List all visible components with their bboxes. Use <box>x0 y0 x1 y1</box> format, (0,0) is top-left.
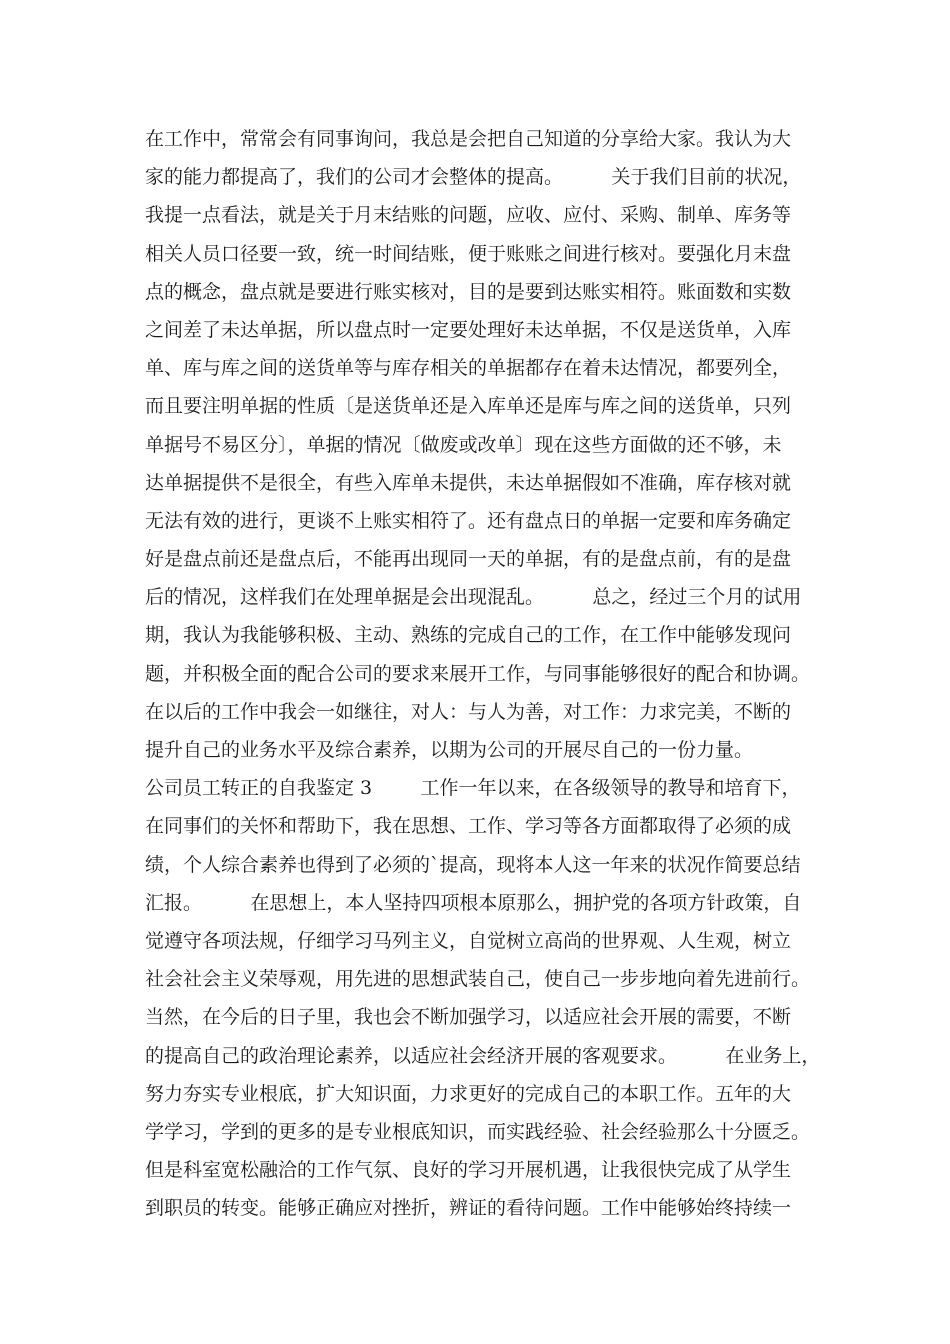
text-line: 在工作中，常常会有同事询问，我总是会把自己知道的分享给大家。我认为大 <box>145 128 792 150</box>
text-line: 相关人员口径要一致，统一时间结账，便于账账之间进行核对。要强化月末盘 <box>145 242 792 265</box>
text-line: 之间差了未达单据，所以盘点时一定要处理好未达单据，不仅是送货单，入库 <box>145 318 792 341</box>
text-line: 我提一点看法，就是关于月末结账的问题，应收、应付、采购、制单、库务等 <box>145 204 792 227</box>
text-line: 达单据提供不是很全，有些入库单未提供，未达单据假如不准确，库存核对就 <box>145 471 792 494</box>
text-line: 后的情况，这样我们在处理单据是会出现混乱。 总之，经过三个月的试用 <box>145 586 802 609</box>
text-line: 当然，在今后的日子里，我也会不断加强学习，以适应社会开展的需要，不断 <box>145 1006 792 1029</box>
text-line: 好是盘点前还是盘点后，不能再出现同一天的单据，有的是盘点前，有的是盘 <box>145 548 792 571</box>
text-line: 但是科室宽松融洽的工作气氛、良好的学习开展机遇，让我很快完成了从学生 <box>145 1159 792 1182</box>
text-line: 努力夯实专业根底，扩大知识面，力求更好的完成自己的本职工作。五年的大 <box>145 1082 792 1105</box>
body-text <box>145 120 825 1227</box>
text-line: 而且要注明单据的性质〔是送货单还是入库单还是库与库之间的送货单，只列 <box>145 395 792 418</box>
text-line: 题，并积极全面的配合公司的要求来展开工作，与同事能够很好的配合和协调。 <box>145 662 811 685</box>
text-line: 单、库与库之间的送货单等与库存相关的单据都存在着未达情况，都要列全， <box>145 357 792 380</box>
text-line: 到职员的转变。能够正确应对挫折，辨证的看待问题。工作中能够始终持续一 <box>145 1197 792 1220</box>
text-line: 绩，个人综合素养也得到了必须的`提高，现将本人这一年来的状况作简要总结 <box>145 853 801 876</box>
text-line: 在同事们的关怀和帮助下，我在思想、工作、学习等各方面都取得了必须的成 <box>145 815 792 838</box>
text-line: 无法有效的进行，更谈不上账实相符了。还有盘点日的单据一定要和库务确定 <box>145 509 792 532</box>
text-line: 期，我认为我能够积极、主动、熟练的完成自己的工作，在工作中能够发现问 <box>145 624 792 647</box>
text-line: 家的能力都提高了，我们的公司才会整体的提高。 关于我们目前的状况， <box>145 166 802 189</box>
text-line: 点的概念，盘点就是要进行账实核对，目的是要到达账实相符。账面数和实数 <box>145 280 792 303</box>
text-line: 的提高自己的政治理论素养，以适应社会经济开展的客观要求。 在业务上， <box>145 1044 821 1067</box>
text-line: 提升自己的业务水平及综合素养，以期为公司的开展尽自己的一份力量。 <box>145 739 754 761</box>
text-line: 社会社会主义荣辱观，用先进的思想武装自己，使自己一步步地向着先进前行。 <box>145 968 811 991</box>
text-line: 在以后的工作中我会一如继往，对人：与人为善，对工作：力求完美，不断的 <box>145 700 792 723</box>
text-line: 公司员工转正的自我鉴定 3 工作一年以来，在各级领导的教导和培育下， <box>145 777 801 800</box>
text-line: 觉遵守各项法规，仔细学习马列主义，自觉树立高尚的世界观、人生观，树立 <box>145 929 792 952</box>
text-line: 学学习，学到的更多的是专业根底知识，而实践经验、社会经验那么十分匮乏。 <box>145 1120 811 1143</box>
text-line: 汇报。 在思想上，本人坚持四项根本原那么，拥护党的各项方针政策，自 <box>145 891 802 914</box>
text-line: 单据号不易区分〕，单据的情况〔做废或改单〕现在这些方面做的还不够，未 <box>145 433 782 456</box>
